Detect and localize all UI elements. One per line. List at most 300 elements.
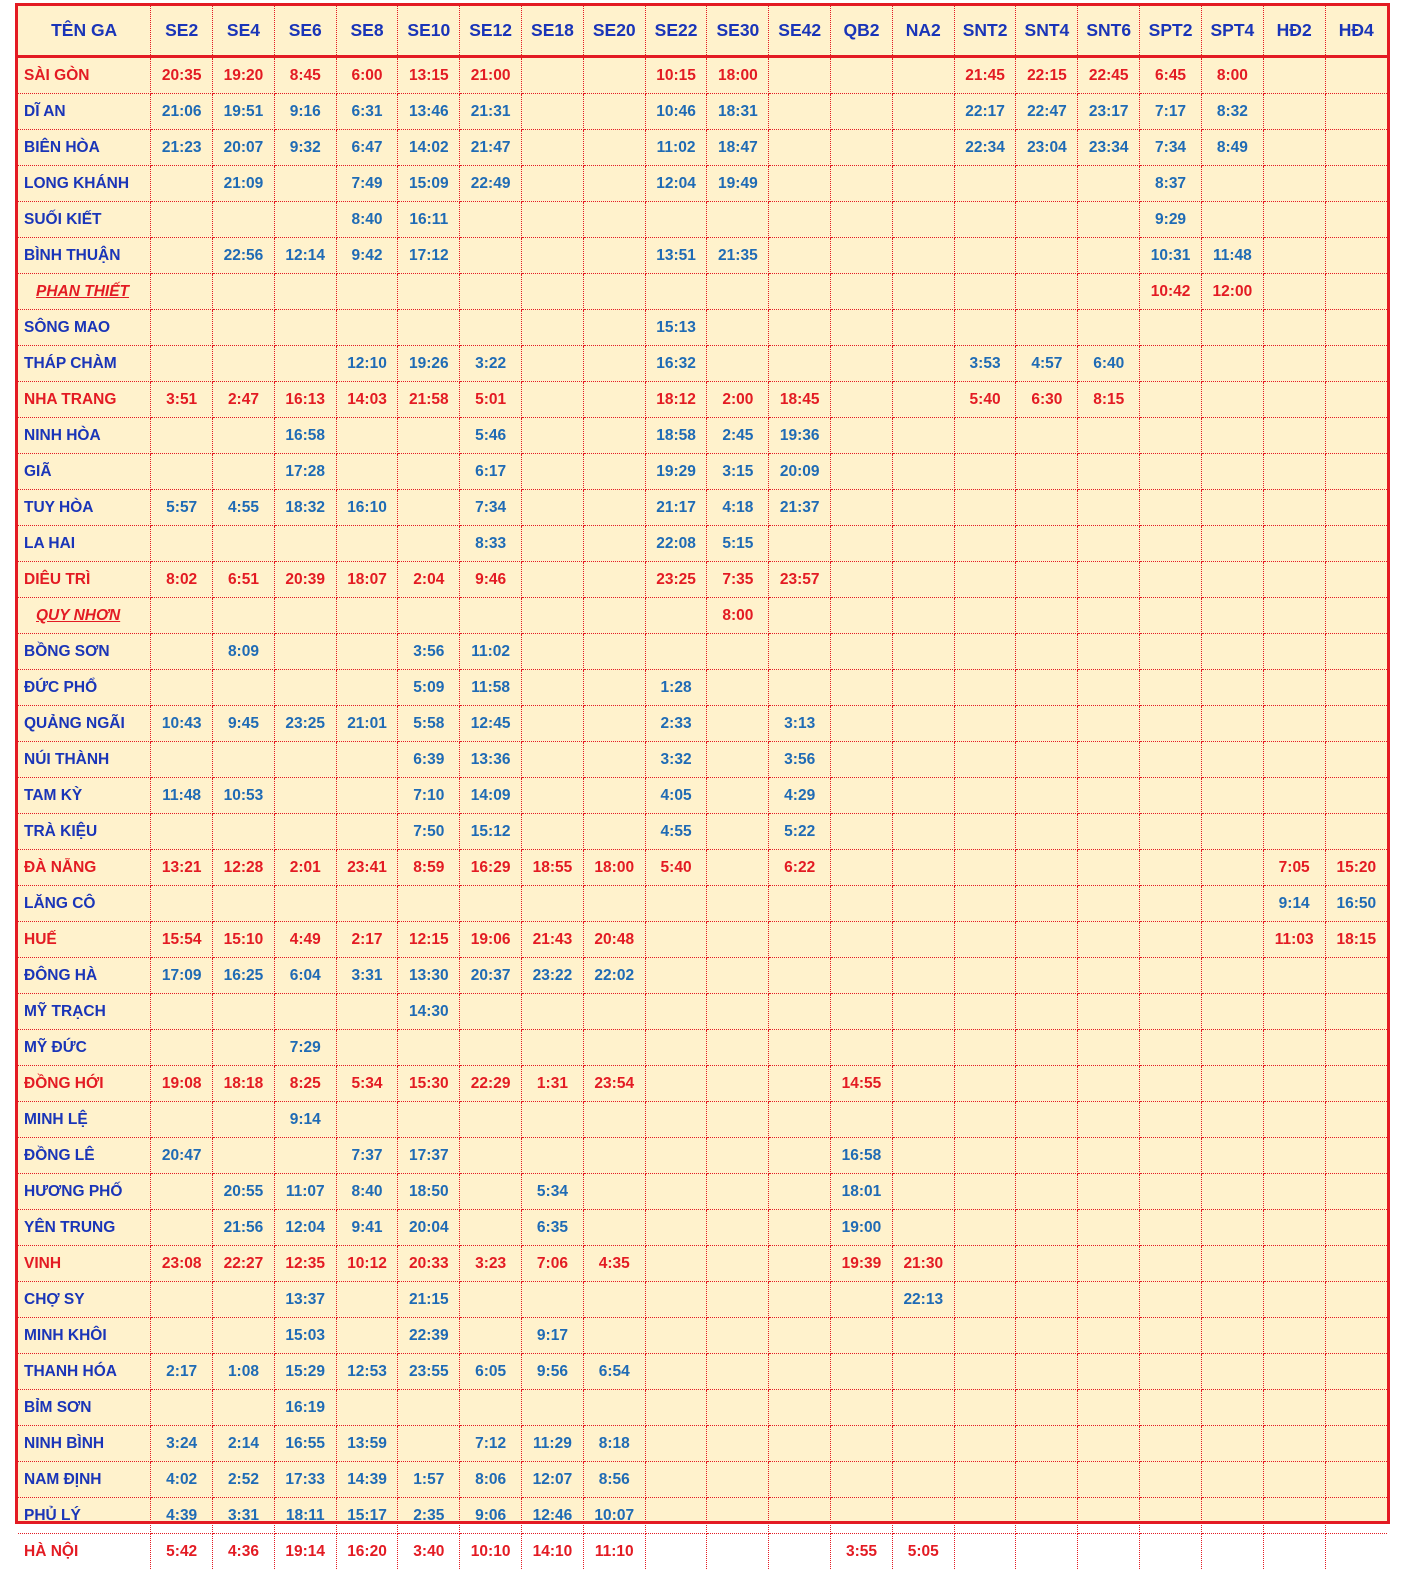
time-cell: 16:13 xyxy=(274,382,336,418)
time-cell: 21:47 xyxy=(460,130,522,166)
time-cell xyxy=(892,598,954,634)
time-cell xyxy=(1201,202,1263,238)
time-cell xyxy=(892,166,954,202)
station-row xyxy=(18,1030,1387,1066)
time-cell xyxy=(1140,1282,1202,1318)
time-cell xyxy=(151,454,213,490)
time-cell: 16:29 xyxy=(460,850,522,886)
time-cell xyxy=(707,886,769,922)
time-cell: 23:55 xyxy=(398,1354,460,1390)
time-cell: 2:47 xyxy=(213,382,275,418)
time-cell xyxy=(151,274,213,310)
time-cell xyxy=(1078,1138,1140,1174)
station-name-cell xyxy=(18,1102,151,1138)
time-cell xyxy=(954,418,1016,454)
time-cell xyxy=(1078,598,1140,634)
time-cell: 13:37 xyxy=(274,1282,336,1318)
time-cell: 10:53 xyxy=(213,778,275,814)
time-cell: 15:10 xyxy=(213,922,275,958)
time-cell xyxy=(892,346,954,382)
train-header-se6: SE6 xyxy=(274,6,336,57)
station-column-header: TÊN GA xyxy=(18,6,151,57)
time-cell xyxy=(1140,850,1202,886)
time-cell xyxy=(831,994,893,1030)
time-cell xyxy=(769,1138,831,1174)
station-row xyxy=(18,922,1387,958)
time-cell xyxy=(583,1318,645,1354)
time-cell: 6:04 xyxy=(274,958,336,994)
time-cell xyxy=(336,994,398,1030)
time-cell xyxy=(522,202,584,238)
station-name-cell xyxy=(18,1318,151,1354)
time-cell xyxy=(583,1030,645,1066)
time-cell xyxy=(1201,922,1263,958)
station-name: ĐỨC PHỔ xyxy=(24,679,97,697)
time-cell xyxy=(769,958,831,994)
time-cell xyxy=(398,1390,460,1426)
time-cell xyxy=(892,850,954,886)
time-cell xyxy=(151,1282,213,1318)
time-cell xyxy=(1201,886,1263,922)
time-cell xyxy=(1078,490,1140,526)
time-cell xyxy=(1016,742,1078,778)
time-cell: 17:37 xyxy=(398,1138,460,1174)
time-cell: 4:02 xyxy=(151,1462,213,1498)
time-cell xyxy=(336,598,398,634)
time-cell xyxy=(831,130,893,166)
time-cell: 2:00 xyxy=(707,382,769,418)
time-cell xyxy=(1263,562,1325,598)
time-cell xyxy=(460,994,522,1030)
time-cell xyxy=(954,1138,1016,1174)
time-cell: 8:45 xyxy=(274,57,336,94)
time-cell: 6:30 xyxy=(1016,382,1078,418)
time-cell xyxy=(522,526,584,562)
station-row xyxy=(18,598,1387,634)
time-cell xyxy=(583,346,645,382)
time-cell xyxy=(1263,94,1325,130)
station-name: NAM ĐỊNH xyxy=(24,1471,102,1489)
time-cell xyxy=(645,634,707,670)
time-cell xyxy=(1325,526,1387,562)
time-cell xyxy=(522,1102,584,1138)
time-cell xyxy=(1078,1246,1140,1282)
time-cell xyxy=(1016,418,1078,454)
time-cell: 1:08 xyxy=(213,1354,275,1390)
time-cell xyxy=(1078,958,1140,994)
time-cell xyxy=(645,1390,707,1426)
time-cell xyxy=(1263,1210,1325,1246)
time-cell: 8:33 xyxy=(460,526,522,562)
station-row xyxy=(18,958,1387,994)
time-cell xyxy=(213,742,275,778)
time-cell xyxy=(1140,490,1202,526)
time-cell xyxy=(1201,1066,1263,1102)
time-cell: 21:58 xyxy=(398,382,460,418)
time-cell xyxy=(1078,310,1140,346)
time-cell: 21:31 xyxy=(460,94,522,130)
station-row xyxy=(18,490,1387,526)
time-cell xyxy=(336,1030,398,1066)
time-cell xyxy=(1140,346,1202,382)
time-cell xyxy=(1263,166,1325,202)
time-cell xyxy=(1325,994,1387,1030)
time-cell xyxy=(769,1066,831,1102)
time-cell: 12:35 xyxy=(274,1246,336,1282)
station-name-cell xyxy=(18,202,151,238)
time-cell xyxy=(831,670,893,706)
time-cell xyxy=(1325,670,1387,706)
time-cell: 16:25 xyxy=(213,958,275,994)
time-cell xyxy=(1201,1102,1263,1138)
time-cell xyxy=(892,454,954,490)
time-cell xyxy=(892,1102,954,1138)
time-cell xyxy=(769,1426,831,1462)
time-cell xyxy=(1078,418,1140,454)
station-name: NINH HÒA xyxy=(24,427,101,445)
time-cell: 2:52 xyxy=(213,1462,275,1498)
station-name-cell xyxy=(18,1390,151,1426)
station-name: NINH BÌNH xyxy=(24,1435,104,1453)
time-cell xyxy=(707,310,769,346)
time-cell: 20:33 xyxy=(398,1246,460,1282)
time-cell xyxy=(954,886,1016,922)
time-cell xyxy=(460,274,522,310)
time-cell xyxy=(645,1102,707,1138)
station-name-cell xyxy=(18,490,151,526)
time-cell xyxy=(1078,1534,1140,1569)
time-cell xyxy=(1325,1066,1387,1102)
time-cell xyxy=(583,310,645,346)
station-row xyxy=(18,1426,1387,1462)
time-cell xyxy=(151,166,213,202)
station-row xyxy=(18,706,1387,742)
time-cell xyxy=(1140,562,1202,598)
time-cell xyxy=(274,1138,336,1174)
time-cell: 15:03 xyxy=(274,1318,336,1354)
time-cell xyxy=(645,1246,707,1282)
time-cell xyxy=(398,1426,460,1462)
time-cell xyxy=(583,130,645,166)
time-cell: 7:35 xyxy=(707,562,769,598)
time-cell xyxy=(645,202,707,238)
time-cell: 14:02 xyxy=(398,130,460,166)
time-cell xyxy=(707,1282,769,1318)
time-cell: 21:45 xyxy=(954,57,1016,94)
time-cell xyxy=(274,634,336,670)
time-cell xyxy=(522,1282,584,1318)
time-cell xyxy=(1140,418,1202,454)
time-cell: 20:07 xyxy=(213,130,275,166)
time-cell xyxy=(769,94,831,130)
time-cell xyxy=(1201,382,1263,418)
time-cell: 9:14 xyxy=(1263,886,1325,922)
time-cell xyxy=(707,1174,769,1210)
time-cell xyxy=(583,57,645,94)
time-cell xyxy=(892,310,954,346)
time-cell: 7:05 xyxy=(1263,850,1325,886)
time-cell xyxy=(769,1534,831,1569)
time-cell xyxy=(1201,1426,1263,1462)
time-cell xyxy=(1140,1426,1202,1462)
time-cell xyxy=(1263,454,1325,490)
time-cell xyxy=(151,994,213,1030)
time-cell xyxy=(707,994,769,1030)
time-cell xyxy=(213,274,275,310)
time-cell xyxy=(1325,1138,1387,1174)
time-cell xyxy=(583,202,645,238)
time-cell xyxy=(707,670,769,706)
time-cell xyxy=(645,598,707,634)
time-cell: 7:06 xyxy=(522,1246,584,1282)
time-cell xyxy=(522,94,584,130)
time-cell xyxy=(1325,1390,1387,1426)
time-cell xyxy=(1325,778,1387,814)
time-cell xyxy=(1016,706,1078,742)
time-cell: 18:18 xyxy=(213,1066,275,1102)
time-cell xyxy=(1140,382,1202,418)
time-cell xyxy=(336,418,398,454)
time-cell xyxy=(583,670,645,706)
time-cell: 14:55 xyxy=(831,1066,893,1102)
time-cell xyxy=(954,922,1016,958)
time-cell xyxy=(151,1390,213,1426)
time-cell xyxy=(1325,814,1387,850)
time-cell xyxy=(460,1282,522,1318)
train-header-qb2: QB2 xyxy=(831,6,893,57)
time-cell: 8:40 xyxy=(336,1174,398,1210)
station-name-cell xyxy=(18,57,151,94)
time-cell xyxy=(892,418,954,454)
time-cell xyxy=(1078,886,1140,922)
time-cell xyxy=(1263,1282,1325,1318)
time-cell xyxy=(460,1390,522,1426)
train-header-se30: SE30 xyxy=(707,6,769,57)
time-cell xyxy=(1078,454,1140,490)
time-cell xyxy=(213,1282,275,1318)
time-cell: 18:50 xyxy=(398,1174,460,1210)
time-cell xyxy=(522,742,584,778)
time-cell xyxy=(892,706,954,742)
time-cell: 6:47 xyxy=(336,130,398,166)
station-name-cell xyxy=(18,994,151,1030)
time-cell xyxy=(954,994,1016,1030)
train-header-snt2: SNT2 xyxy=(954,6,1016,57)
time-cell: 9:14 xyxy=(274,1102,336,1138)
time-cell: 22:47 xyxy=(1016,94,1078,130)
time-cell xyxy=(707,1066,769,1102)
station-row xyxy=(18,778,1387,814)
station-name-cell xyxy=(18,922,151,958)
train-header-na2: NA2 xyxy=(892,6,954,57)
time-cell xyxy=(1201,598,1263,634)
time-cell xyxy=(274,778,336,814)
time-cell: 22:29 xyxy=(460,1066,522,1102)
time-cell: 18:15 xyxy=(1325,922,1387,958)
station-name-cell xyxy=(18,346,151,382)
station-name-cell xyxy=(18,1246,151,1282)
time-cell: 6:22 xyxy=(769,850,831,886)
time-cell: 21:09 xyxy=(213,166,275,202)
time-cell xyxy=(583,418,645,454)
time-cell xyxy=(954,310,1016,346)
time-cell xyxy=(583,886,645,922)
time-cell xyxy=(522,1030,584,1066)
time-cell xyxy=(1016,562,1078,598)
time-cell: 14:03 xyxy=(336,382,398,418)
time-cell: 4:57 xyxy=(1016,346,1078,382)
time-cell xyxy=(151,814,213,850)
time-cell: 18:58 xyxy=(645,418,707,454)
time-cell: 7:17 xyxy=(1140,94,1202,130)
time-cell xyxy=(274,670,336,706)
station-name: PHAN THIẾT xyxy=(24,283,129,301)
time-cell xyxy=(274,598,336,634)
time-cell xyxy=(1140,742,1202,778)
time-cell: 22:17 xyxy=(954,94,1016,130)
time-cell: 12:07 xyxy=(522,1462,584,1498)
time-cell xyxy=(954,850,1016,886)
time-cell xyxy=(583,94,645,130)
time-cell: 8:25 xyxy=(274,1066,336,1102)
time-cell xyxy=(213,1318,275,1354)
time-cell xyxy=(1140,958,1202,994)
time-cell xyxy=(1325,1282,1387,1318)
station-name: TAM KỲ xyxy=(24,787,82,805)
time-cell xyxy=(522,634,584,670)
time-cell xyxy=(1201,958,1263,994)
time-cell xyxy=(1263,670,1325,706)
time-cell: 18:07 xyxy=(336,562,398,598)
time-cell: 19:20 xyxy=(213,57,275,94)
time-cell xyxy=(213,1138,275,1174)
time-cell xyxy=(1140,1534,1202,1569)
station-name: THANH HÓA xyxy=(24,1363,117,1381)
time-cell xyxy=(1078,1066,1140,1102)
time-cell xyxy=(769,526,831,562)
time-cell xyxy=(1016,778,1078,814)
time-cell xyxy=(1078,1174,1140,1210)
train-header-se2: SE2 xyxy=(151,6,213,57)
time-cell: 6:00 xyxy=(336,57,398,94)
time-cell xyxy=(1325,57,1387,94)
time-cell: 22:49 xyxy=(460,166,522,202)
time-cell xyxy=(954,490,1016,526)
time-cell: 7:29 xyxy=(274,1030,336,1066)
time-cell: 20:37 xyxy=(460,958,522,994)
station-row xyxy=(18,814,1387,850)
time-cell xyxy=(769,1462,831,1498)
time-cell xyxy=(583,1138,645,1174)
time-cell xyxy=(1078,778,1140,814)
time-cell xyxy=(831,94,893,130)
time-cell xyxy=(769,346,831,382)
time-cell xyxy=(892,130,954,166)
time-cell: 5:40 xyxy=(954,382,1016,418)
time-cell xyxy=(892,274,954,310)
time-cell: 17:12 xyxy=(398,238,460,274)
time-cell: 16:19 xyxy=(274,1390,336,1426)
time-cell: 6:35 xyxy=(522,1210,584,1246)
station-row xyxy=(18,454,1387,490)
time-cell xyxy=(645,1462,707,1498)
time-cell: 13:46 xyxy=(398,94,460,130)
time-cell xyxy=(1201,418,1263,454)
time-cell xyxy=(274,742,336,778)
time-cell xyxy=(1325,742,1387,778)
time-cell xyxy=(1078,706,1140,742)
time-cell xyxy=(645,274,707,310)
time-cell xyxy=(583,598,645,634)
time-cell xyxy=(522,274,584,310)
time-cell xyxy=(1325,562,1387,598)
time-cell xyxy=(954,1498,1016,1534)
time-cell xyxy=(1016,1426,1078,1462)
time-cell xyxy=(1325,490,1387,526)
time-cell xyxy=(213,310,275,346)
station-name-cell xyxy=(18,1282,151,1318)
time-cell xyxy=(213,1102,275,1138)
time-cell: 16:10 xyxy=(336,490,398,526)
time-cell xyxy=(645,1210,707,1246)
time-cell xyxy=(213,886,275,922)
station-name: DIÊU TRÌ xyxy=(24,571,90,589)
station-name: SUỐI KIẾT xyxy=(24,211,102,229)
time-cell xyxy=(892,202,954,238)
time-cell: 5:46 xyxy=(460,418,522,454)
time-cell xyxy=(398,526,460,562)
time-cell: 22:45 xyxy=(1078,57,1140,94)
time-cell: 15:17 xyxy=(336,1498,398,1534)
station-row xyxy=(18,670,1387,706)
time-cell: 21:23 xyxy=(151,130,213,166)
time-cell: 20:04 xyxy=(398,1210,460,1246)
time-cell xyxy=(274,274,336,310)
time-cell xyxy=(831,310,893,346)
time-cell: 19:06 xyxy=(460,922,522,958)
station-row xyxy=(18,850,1387,886)
time-cell xyxy=(1263,57,1325,94)
time-cell xyxy=(769,310,831,346)
time-cell xyxy=(1078,202,1140,238)
time-cell xyxy=(1078,850,1140,886)
time-cell xyxy=(1263,1030,1325,1066)
time-cell: 18:00 xyxy=(707,57,769,94)
time-cell xyxy=(1201,634,1263,670)
time-cell xyxy=(213,454,275,490)
time-cell xyxy=(831,814,893,850)
time-cell: 22:27 xyxy=(213,1246,275,1282)
station-name-cell xyxy=(18,1498,151,1534)
time-cell xyxy=(1140,1354,1202,1390)
time-cell xyxy=(892,1318,954,1354)
time-cell xyxy=(769,166,831,202)
time-cell: 4:05 xyxy=(645,778,707,814)
time-cell xyxy=(1325,310,1387,346)
time-cell: 11:29 xyxy=(522,1426,584,1462)
time-cell xyxy=(892,1066,954,1102)
header-row xyxy=(18,6,1387,57)
time-cell: 14:30 xyxy=(398,994,460,1030)
train-header-spt2: SPT2 xyxy=(1140,6,1202,57)
time-cell xyxy=(213,598,275,634)
time-cell xyxy=(1078,922,1140,958)
time-cell xyxy=(892,634,954,670)
time-cell xyxy=(522,57,584,94)
time-cell: 3:56 xyxy=(398,634,460,670)
time-cell xyxy=(831,598,893,634)
time-cell xyxy=(707,1462,769,1498)
